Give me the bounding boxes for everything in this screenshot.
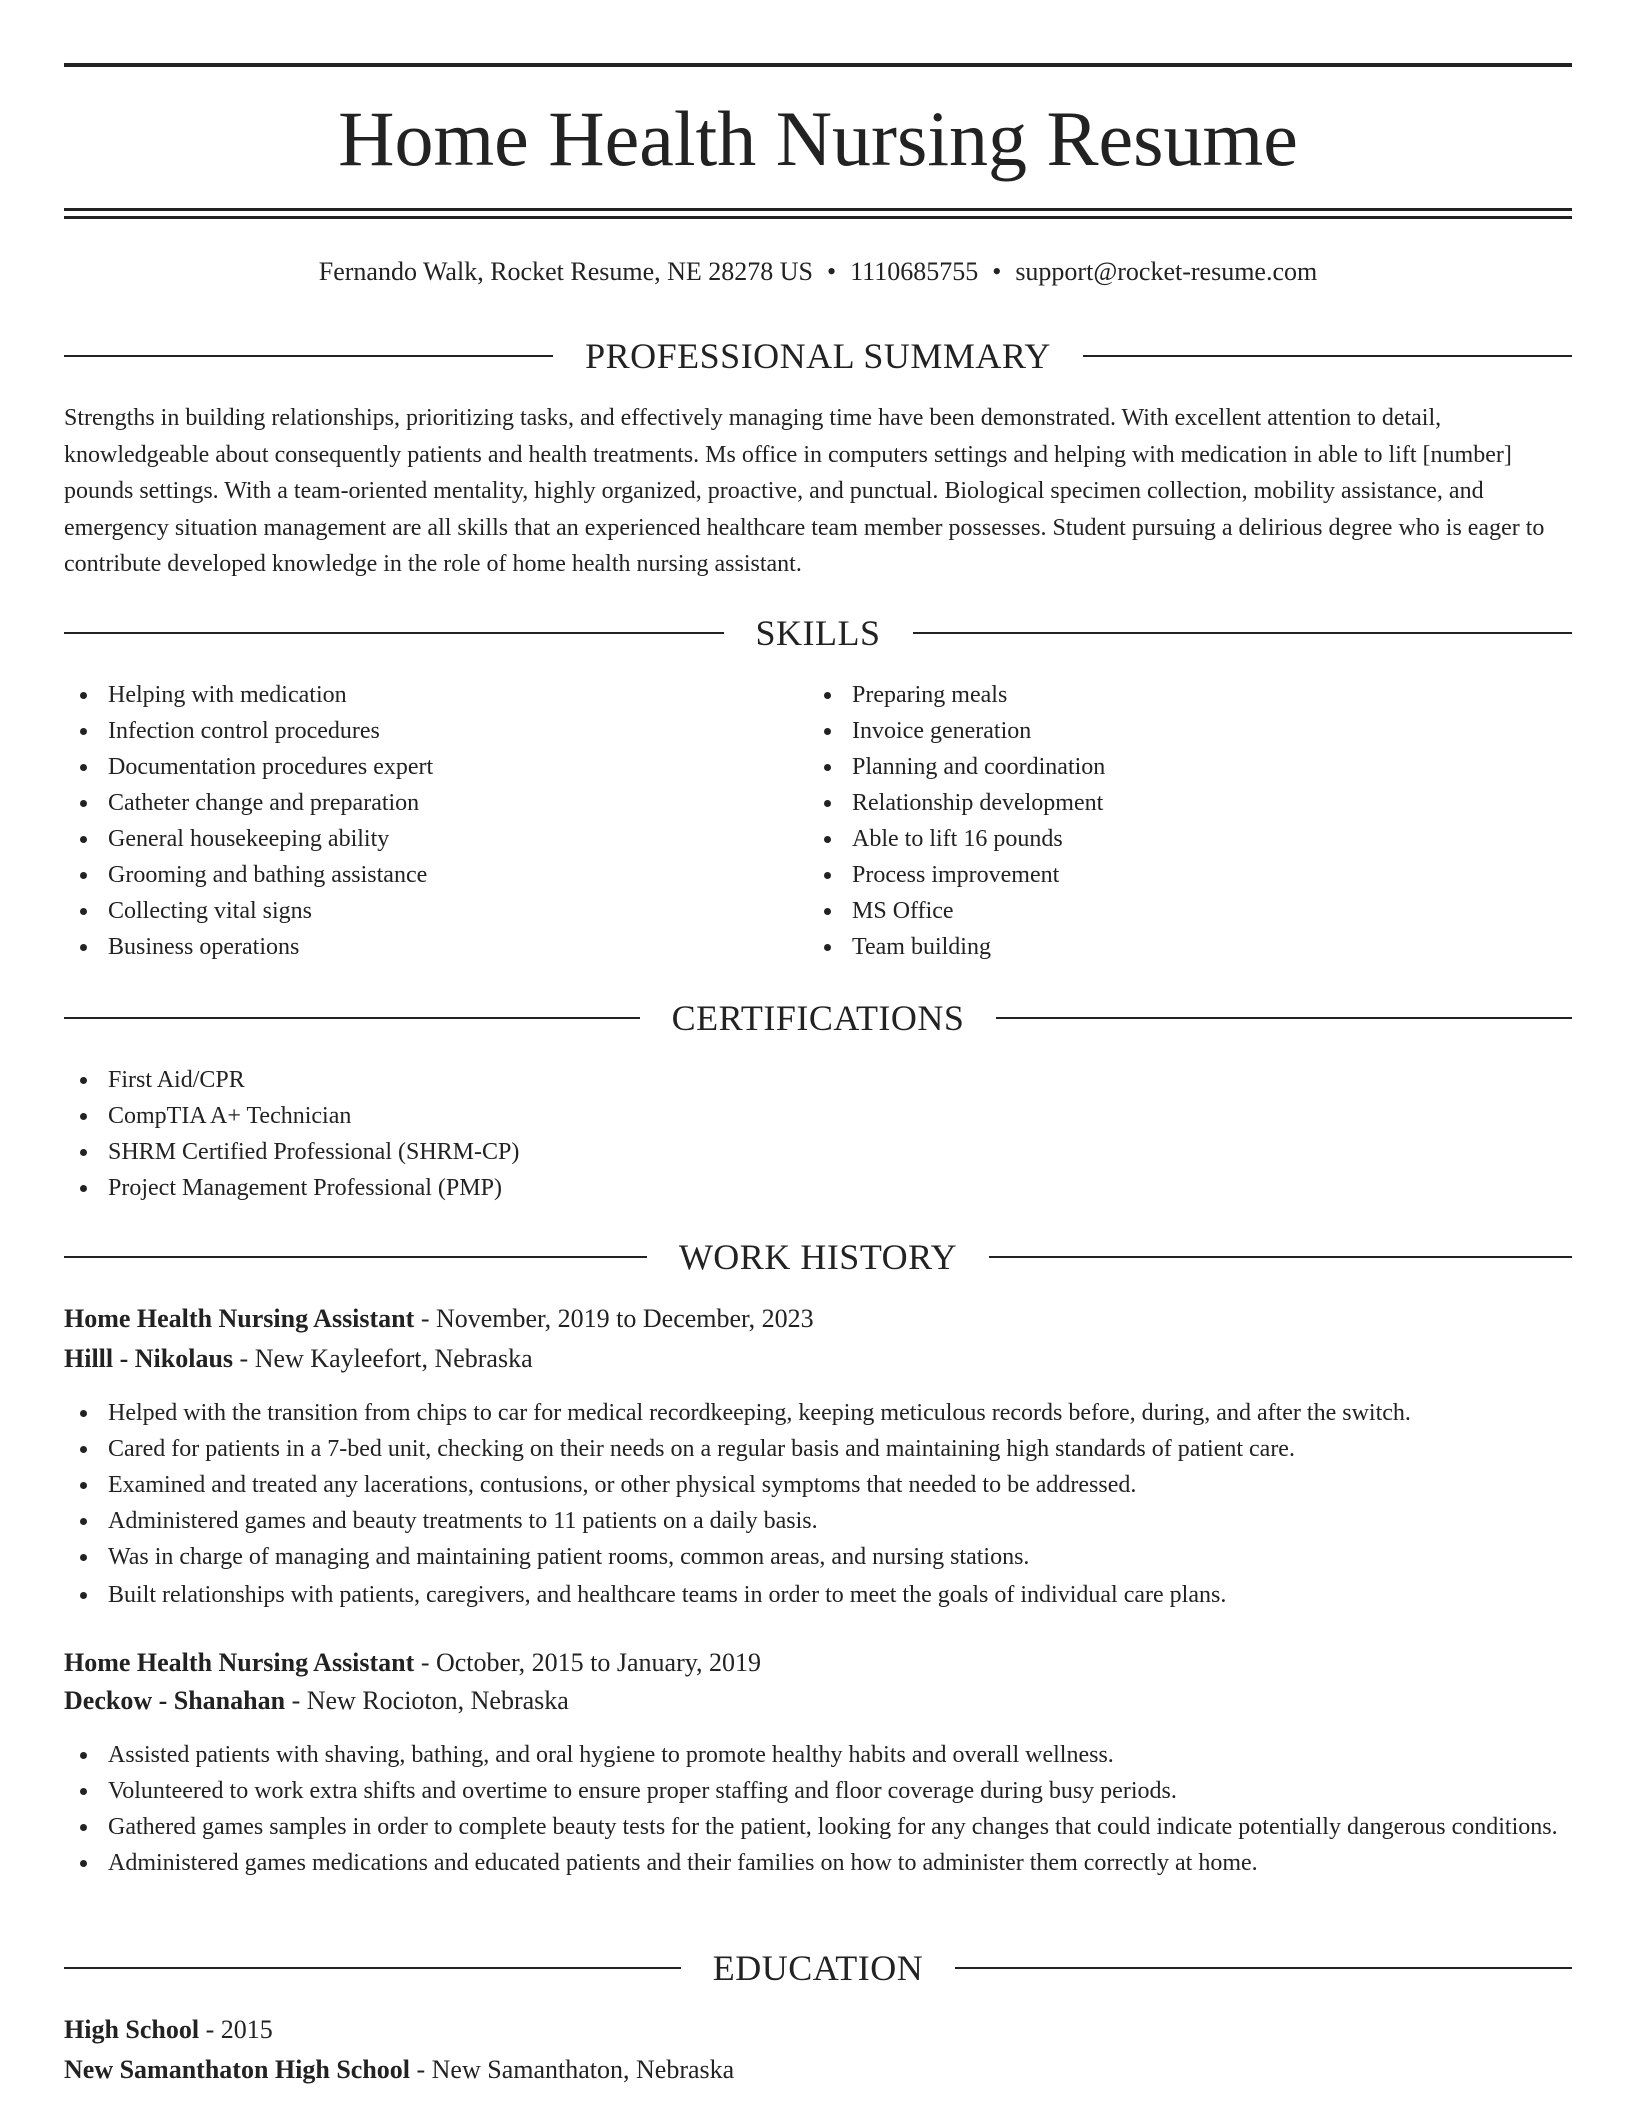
job-title-line [64,1299,1572,1339]
contact-address: Fernando Walk, Rocket Resume, NE 28278 US [318,257,814,286]
title-rule-lower [64,216,1572,219]
top-rule [64,63,1572,67]
skill-item: Relationship development [808,785,1568,821]
education-year: - 2015 [199,2015,273,2044]
heading-rule [1083,355,1572,357]
contact-separator: • [827,257,837,286]
job-company: Deckow - Shanahan [64,1686,286,1715]
skill-item: Able to lift 16 pounds [808,821,1568,857]
title-rule-upper [64,208,1572,211]
skill-item: Team building [808,929,1568,965]
job-bullet: Assisted patients with shaving, bathing, and oral hygiene to promote healthy habits and overall wellness. [64,1737,1572,1773]
skill-item: Planning and coordination [808,749,1568,785]
job-bullet: Cared for patients in a 7-bed unit, checking on their needs on a regular basis and maintaining high standards of patient care. [64,1431,1572,1467]
section-heading-education [64,1946,1572,1990]
section-title: CERTIFICATIONS [671,998,965,1038]
job-company-line [64,1681,1572,1721]
heading-rule [64,1967,681,1969]
job-bullet: Volunteered to work extra shifts and overtime to ensure proper staffing and floor coverage during busy periods. [64,1773,1572,1809]
education-location: - New Samanthaton, Nebraska [410,2055,735,2084]
skill-item: Invoice generation [808,713,1568,749]
section-title: PROFESSIONAL SUMMARY [585,336,1051,376]
section-heading-summary [64,334,1572,378]
job-bullet: Was in charge of managing and maintaining patient rooms, common areas, and nursing stations. [64,1539,1572,1575]
skills-list-left [64,677,804,965]
certification-item: First Aid/CPR [64,1062,1572,1098]
job-title: Home Health Nursing Assistant [64,1648,415,1677]
heading-rule [955,1967,1572,1969]
job-dates: - October, 2015 to January, 2019 [414,1648,762,1677]
certification-item: SHRM Certified Professional (SHRM-CP) [64,1134,1572,1170]
skill-item: Process improvement [808,857,1568,893]
heading-rule [996,1017,1572,1019]
job-bullet: Administered games and beauty treatments to 11 patients on a daily basis. [64,1503,1572,1539]
contact-email: support@rocket-resume.com [1015,257,1318,286]
job-company: Hilll - Nikolaus [64,1344,234,1373]
job-bullets [64,1737,1572,1881]
section-title: EDUCATION [712,1948,924,1988]
job-bullet: Built relationships with patients, caregivers, and healthcare teams in order to meet the goals of individual care plans. [64,1577,1572,1613]
job-title-line [64,1643,1572,1683]
skill-item: Documentation procedures expert [64,749,804,785]
education-school-line [64,2050,1572,2090]
skill-item: Collecting vital signs [64,893,804,929]
heading-rule [64,632,724,634]
skill-item: MS Office [808,893,1568,929]
job-company-line [64,1339,1572,1379]
page-title: Home Health Nursing Resume [338,95,1298,182]
job-location: - New Rocioton, Nebraska [285,1686,569,1715]
education-degree-line [64,2010,1572,2050]
job-location: - New Kayleefort, Nebraska [233,1344,533,1373]
job-bullets [64,1395,1572,1613]
education-school: New Samanthaton High School [64,2055,410,2084]
skill-item: Infection control procedures [64,713,804,749]
contact-line [64,254,1572,290]
job-bullet: Administered games medications and educated patients and their families on how to administer them correctly at home. [64,1845,1572,1881]
section-heading-certifications [64,996,1572,1040]
summary-paragraph: Strengths in building relationships, prioritizing tasks, and effectively managing time have been demonstrated. With excellent attention to detail, knowledgeable about consequently patients and health treatments. Ms office in computers settings and helping with medication in able to lift [number] pounds settings. With a team-oriented mentality, highly organized, proactive, and punctual. Biological specimen collection, mobility assistance, and emergency situation management are all skills that an experienced healthcare team member possesses. Student pursuing a delirious degree who is eager to contribute developed knowledge in the role of home health nursing assistant. [64,405,1545,577]
skill-item: Helping with medication [64,677,804,713]
heading-rule [64,1256,647,1258]
contact-separator: • [992,257,1002,286]
job-bullet: Examined and treated any lacerations, contusions, or other physical symptoms that needed to be addressed. [64,1467,1572,1503]
certification-item: CompTIA A+ Technician [64,1098,1572,1134]
skill-item: Grooming and bathing assistance [64,857,804,893]
contact-phone: 1110685755 [850,257,979,286]
section-title: WORK HISTORY [678,1237,958,1277]
education-degree: High School [64,2015,200,2044]
heading-rule [64,1017,640,1019]
job-title: Home Health Nursing Assistant [64,1304,415,1333]
skill-item: Catheter change and preparation [64,785,804,821]
skill-item: General housekeeping ability [64,821,804,857]
certifications-list [64,1062,1572,1206]
section-heading-skills [64,611,1572,655]
job-bullet: Helped with the transition from chips to car for medical recordkeeping, keeping meticulous records before, during, and after the switch. [64,1395,1572,1431]
heading-rule [64,355,553,357]
section-heading-work [64,1235,1572,1279]
certification-item: Project Management Professional (PMP) [64,1170,1572,1206]
skill-item: Business operations [64,929,804,965]
heading-rule [913,632,1573,634]
job-bullet: Gathered games samples in order to complete beauty tests for the patient, looking for any changes that could indicate potentially dangerous conditions. [64,1809,1572,1845]
skills-list-right [808,677,1568,965]
heading-rule [989,1256,1572,1258]
job-dates: - November, 2019 to December, 2023 [414,1304,814,1333]
skill-item: Preparing meals [808,677,1568,713]
section-title: SKILLS [755,613,881,653]
